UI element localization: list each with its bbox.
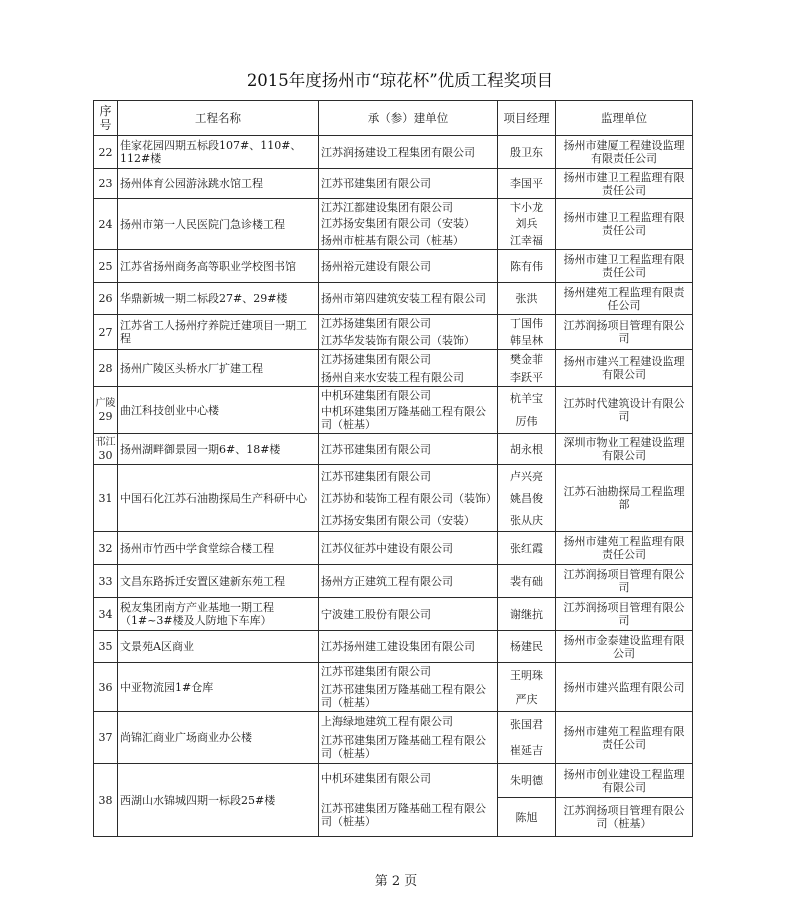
serial-number-cell (94, 598, 118, 631)
project-name-cell (118, 199, 319, 250)
manager-cell (498, 532, 556, 565)
manager-name: 李跃平 (510, 370, 543, 384)
manager-name: 胡永根 (510, 442, 543, 456)
manager-name-list (498, 169, 555, 198)
serial-number: 29 (98, 409, 113, 423)
builder-name-list (319, 565, 497, 597)
supervisor-name-list (556, 169, 692, 198)
supervisor-name-list (556, 598, 692, 630)
supervisor-name: 扬州市建卫工程监理有限责任公司 (563, 211, 685, 237)
manager-name: 谢继抗 (510, 607, 543, 621)
builder-name-list (319, 712, 497, 763)
table-header-row (94, 101, 693, 136)
serial-number: 34 (98, 607, 113, 621)
manager-cell (498, 465, 556, 532)
builder-cell (319, 350, 498, 387)
table-row (94, 350, 693, 387)
serial-number: 37 (98, 731, 113, 744)
builder-name-list (319, 631, 497, 662)
header-project-manager: 项目经理 (498, 101, 556, 136)
supervisor-cell (556, 250, 693, 283)
builder-name-list (319, 315, 497, 349)
project-name-cell (118, 565, 319, 598)
builder-name: 扬州方正建筑工程有限公司 (321, 574, 453, 588)
manager-name-list (498, 283, 555, 314)
manager-cell (498, 663, 556, 712)
manager-cell (498, 387, 556, 434)
manager-name: 李国平 (510, 177, 543, 190)
project-name: 尚锦汇商业广场商业办公楼 (120, 731, 252, 744)
builder-cell (319, 387, 498, 434)
header-builder: 承（参）建单位 (319, 101, 498, 136)
supervisor-cell (556, 598, 693, 631)
serial-number: 35 (98, 640, 113, 653)
supervisor-name-list (556, 565, 692, 597)
manager-name-list (498, 631, 555, 662)
manager-name: 严庆 (515, 692, 538, 706)
supervisor-name-list (556, 465, 692, 531)
builder-cell (319, 465, 498, 532)
supervisor-name-list (556, 434, 692, 464)
builder-cell (319, 631, 498, 663)
project-name: 西湖山水锦城四期一标段25#楼 (120, 793, 276, 807)
district-label: 广陵 (95, 397, 116, 409)
serial-number-cell (94, 169, 118, 199)
supervisor-name: 江苏石油勘探局工程监理部 (563, 485, 685, 511)
serial-number-cell (94, 465, 118, 532)
table-row (94, 565, 693, 598)
builder-name: 江苏仪征苏中建设有限公司 (321, 541, 453, 555)
project-name-cell (118, 465, 319, 532)
builder-name: 中机环建集团有限公司 (321, 388, 431, 402)
builder-name-list (319, 434, 497, 464)
project-name-cell (118, 631, 319, 663)
supervisor-name: 扬州市建兴监理有限公司 (563, 680, 685, 694)
serial-number: 26 (98, 292, 113, 305)
project-name-cell (118, 350, 319, 387)
supervisor-cell (556, 315, 693, 350)
table-row (94, 598, 693, 631)
supervisor-cell (556, 136, 693, 169)
manager-name: 樊金菲 (510, 352, 543, 366)
project-name-cell (118, 315, 319, 350)
supervisor-cell (556, 631, 693, 663)
serial-number-cell (94, 199, 118, 250)
supervisor-name-list (556, 764, 692, 836)
supervisor-cell (556, 565, 693, 598)
table-row (94, 169, 693, 199)
supervisor-name: 扬州市建苑工程监理有限责任公司 (563, 724, 685, 751)
supervisor-name: 扬州市创业建设工程监理有限公司 (563, 767, 685, 794)
builder-name: 江苏扬州建工建设集团有限公司 (321, 640, 475, 653)
serial-number-cell (94, 283, 118, 315)
manager-cell (498, 136, 556, 169)
manager-name: 王明珠 (510, 668, 543, 682)
manager-name-list (498, 712, 555, 763)
page-number: 第 2 页 (374, 874, 418, 889)
manager-name: 张洪 (515, 292, 538, 305)
builder-cell (319, 565, 498, 598)
project-name: 扬州市第一人民医院门急诊楼工程 (120, 217, 285, 231)
builder-cell (319, 283, 498, 315)
supervisor-name: 江苏润扬项目管理有限公司 (563, 319, 685, 345)
builder-cell (319, 712, 498, 764)
table-row (94, 712, 693, 764)
supervisor-cell (556, 465, 693, 532)
project-name-cell (118, 532, 319, 565)
builder-name: 江苏邗建集团有限公司 (321, 177, 431, 190)
builder-name: 江苏扬安集团有限公司（安装） (321, 217, 475, 231)
manager-name-list (498, 387, 555, 433)
supervisor-name-list (556, 315, 692, 349)
builder-name: 江苏华发装饰有限公司（装饰） (321, 334, 475, 347)
builder-name: 扬州自来水安装工程有限公司 (321, 370, 464, 384)
table-row (94, 283, 693, 315)
manager-name: 杨建民 (510, 640, 543, 653)
manager-name-list (498, 136, 555, 168)
award-projects-table (93, 100, 693, 837)
builder-name: 扬州裕元建设有限公司 (321, 259, 431, 273)
manager-name: 刘兵 (515, 217, 538, 231)
supervisor-name: 扬州市建苑工程监理有限责任公司 (563, 535, 685, 561)
project-name: 佳家花园四期五标段107#、110#、112#楼 (120, 139, 302, 165)
supervisor-name: 深圳市物业工程建设监理有限公司 (563, 436, 685, 462)
table-row (94, 199, 693, 250)
project-name-cell (118, 764, 319, 837)
serial-number: 27 (98, 325, 113, 339)
table-row (94, 387, 693, 434)
serial-number: 28 (98, 361, 113, 375)
builder-name: 扬州市桩基有限公司（桩基） (321, 234, 464, 248)
builder-cell (319, 764, 498, 837)
builder-name-list (319, 199, 497, 249)
manager-name: 朱明德 (510, 774, 543, 787)
builder-cell (319, 199, 498, 250)
manager-name-list (498, 465, 555, 531)
supervisor-name: 扬州市建厦工程建设监理有限责任公司 (563, 139, 685, 165)
serial-number-cell (94, 631, 118, 663)
supervisor-cell (556, 350, 693, 387)
project-name-cell (118, 250, 319, 283)
builder-name-list (319, 663, 497, 711)
builder-name-list (319, 532, 497, 564)
manager-name: 江幸福 (510, 234, 543, 248)
serial-number: 25 (98, 259, 113, 273)
builder-cell (319, 315, 498, 350)
project-name-cell (118, 169, 319, 199)
manager-name-list (498, 350, 555, 386)
supervisor-cell (556, 663, 693, 712)
builder-name-list (319, 283, 497, 314)
builder-name: 江苏润扬建设工程集团有限公司 (321, 145, 475, 159)
serial-number: 24 (98, 217, 113, 231)
table-row (94, 250, 693, 283)
project-name: 江苏省扬州商务高等职业学校图书馆 (120, 259, 296, 273)
supervisor-name: 扬州市金泰建设监理有限公司 (563, 633, 685, 660)
manager-name: 张红霞 (510, 541, 543, 555)
supervisor-name: 扬州市建卫工程监理有限责任公司 (563, 170, 685, 197)
builder-cell (319, 136, 498, 169)
project-name: 中亚物流园1#仓库 (120, 680, 214, 694)
table-body (94, 136, 693, 837)
manager-cell (498, 434, 556, 465)
builder-name-list (319, 250, 497, 282)
manager-name: 卢兴亮 (510, 469, 543, 483)
project-name-cell (118, 283, 319, 315)
builder-name: 江苏扬安集团有限公司（安装） (321, 513, 475, 527)
builder-name-list (319, 136, 497, 168)
supervisor-name-list (556, 663, 692, 711)
supervisor-name-list (556, 532, 692, 564)
project-name: 华鼎新城一期二标段27#、29#楼 (120, 292, 288, 305)
project-name: 扬州湖畔御景园一期6#、18#楼 (120, 442, 281, 456)
serial-number-cell (94, 387, 118, 434)
header-serial-number: 序号 (94, 101, 118, 136)
manager-name-list (498, 764, 555, 836)
project-name-cell (118, 712, 319, 764)
manager-cell (498, 283, 556, 315)
serial-number-cell (94, 764, 118, 837)
table-row (94, 532, 693, 565)
table-row (94, 764, 693, 837)
table-row (94, 434, 693, 465)
project-name-cell (118, 387, 319, 434)
serial-number: 38 (98, 793, 113, 807)
builder-name: 江苏邗建集团万隆基础工程有限公司（桩基） (321, 734, 486, 760)
manager-name-list (498, 250, 555, 282)
supervisor-name-list (556, 712, 692, 763)
supervisor-name-list (556, 250, 692, 282)
manager-name: 陈旭 (498, 797, 555, 836)
supervisor-cell (556, 199, 693, 250)
supervisor-cell (556, 434, 693, 465)
manager-cell (498, 764, 556, 837)
builder-name: 中机环建集团万隆基础工程有限公司（桩基） (321, 405, 486, 432)
manager-name-list (498, 434, 555, 464)
table-header (94, 101, 693, 136)
serial-number: 22 (98, 145, 113, 159)
project-name: 扬州市竹西中学食堂综合楼工程 (120, 541, 274, 555)
project-name: 中国石化江苏石油勘探局生产科研中心 (120, 491, 307, 505)
manager-name: 张从庆 (510, 513, 543, 527)
manager-cell (498, 169, 556, 199)
manager-name: 韩呈林 (510, 334, 543, 347)
builder-cell (319, 434, 498, 465)
manager-name: 杭羊宝 (510, 392, 543, 405)
supervisor-name: 江苏润扬项目管理有限公司 (563, 568, 685, 594)
manager-name-list (498, 532, 555, 564)
supervisor-name: 扬州建苑工程监理有限责任公司 (563, 285, 685, 312)
builder-cell (319, 250, 498, 283)
manager-cell (498, 250, 556, 283)
builder-name-list (319, 387, 497, 433)
supervisor-cell (556, 283, 693, 315)
district-label: 邗江 (95, 436, 116, 448)
project-name: 曲江科技创业中心楼 (120, 403, 219, 417)
builder-name: 上海绿地建筑工程有限公司 (321, 715, 453, 728)
builder-name: 江苏邗建集团万隆基础工程有限公司（桩基） (321, 682, 486, 709)
supervisor-name: 江苏润扬项目管理有限公司 (563, 601, 685, 627)
table-row (94, 136, 693, 169)
table-row (94, 465, 693, 532)
builder-name: 江苏扬建集团有限公司 (321, 317, 431, 330)
manager-name-list (498, 199, 555, 249)
header-supervisor: 监理单位 (556, 101, 693, 136)
supervisor-name-list (556, 631, 692, 662)
builder-name-list (319, 350, 497, 386)
builder-cell (319, 169, 498, 199)
manager-name: 裴有础 (510, 574, 543, 588)
manager-name: 厉伟 (515, 415, 538, 428)
builder-name-list (319, 169, 497, 198)
project-name-cell (118, 136, 319, 169)
serial-number-cell (94, 315, 118, 350)
project-name: 文景苑A区商业 (120, 640, 194, 653)
builder-name-list (319, 465, 497, 531)
supervisor-name-list (556, 199, 692, 249)
page-title: 2015年度扬州市“琼花杯”优质工程奖项目 (246, 71, 554, 90)
builder-name: 宁波建工股份有限公司 (321, 607, 431, 621)
serial-number: 32 (98, 541, 113, 555)
serial-number: 36 (98, 680, 113, 694)
builder-name: 江苏邗建集团有限公司 (321, 469, 431, 483)
manager-name-list (498, 663, 555, 711)
manager-name: 崔延吉 (510, 743, 543, 757)
supervisor-cell (556, 387, 693, 434)
header-project-name: 工程名称 (118, 101, 319, 136)
manager-cell (498, 712, 556, 764)
manager-name: 姚昌俊 (510, 491, 543, 505)
project-name: 文昌东路拆迁安置区建新东苑工程 (120, 574, 285, 588)
manager-name: 卞小龙 (510, 200, 543, 214)
project-name: 扬州广陵区头桥水厂扩建工程 (120, 361, 263, 375)
builder-name: 中机环建集团有限公司 (321, 772, 431, 786)
manager-name: 殷卫东 (510, 145, 543, 159)
builder-name: 江苏邗建集团有限公司 (321, 442, 431, 456)
serial-number-cell (94, 532, 118, 565)
serial-number: 30 (98, 448, 113, 462)
serial-number-cell (94, 350, 118, 387)
supervisor-name: 江苏润扬项目管理有限公司（桩基） (556, 797, 692, 836)
supervisor-cell (556, 169, 693, 199)
builder-cell (319, 663, 498, 712)
serial-number-cell (94, 434, 118, 465)
builder-name-list (319, 764, 497, 836)
supervisor-name-list (556, 136, 692, 168)
manager-name: 丁国伟 (510, 317, 543, 330)
supervisor-name: 江苏时代建筑设计有限公司 (563, 397, 685, 423)
supervisor-cell (556, 712, 693, 764)
project-name: 江苏省工人扬州疗养院迁建项目一期工程 (120, 319, 307, 345)
builder-name: 江苏邗建集团有限公司 (321, 665, 431, 679)
builder-name: 江苏扬建集团有限公司 (321, 352, 431, 366)
table-row (94, 315, 693, 350)
serial-number-cell (94, 712, 118, 764)
supervisor-cell (556, 532, 693, 565)
builder-name: 江苏协和装饰工程有限公司（装饰） (321, 491, 497, 505)
builder-name: 江苏邗建集团万隆基础工程有限公司（桩基） (321, 801, 486, 828)
builder-cell (319, 532, 498, 565)
project-name: 扬州体育公园游泳跳水馆工程 (120, 177, 263, 190)
supervisor-name-list (556, 387, 692, 433)
project-name-cell (118, 663, 319, 712)
table-row (94, 631, 693, 663)
manager-name: 陈有伟 (510, 259, 543, 273)
supervisor-name: 扬州市建卫工程监理有限责任公司 (563, 253, 685, 279)
manager-name-list (498, 315, 555, 349)
builder-cell (319, 598, 498, 631)
serial-number-cell (94, 136, 118, 169)
manager-name-list (498, 565, 555, 597)
project-name-cell (118, 598, 319, 631)
serial-number-cell (94, 565, 118, 598)
project-name-cell (118, 434, 319, 465)
supervisor-name-list (556, 283, 692, 314)
builder-name-list (319, 598, 497, 630)
manager-cell (498, 598, 556, 631)
serial-number-cell (94, 663, 118, 712)
supervisor-cell (556, 764, 693, 837)
manager-name-list (498, 598, 555, 630)
manager-cell (498, 350, 556, 387)
serial-number: 31 (98, 491, 113, 505)
manager-cell (498, 315, 556, 350)
project-name: 税友集团南方产业基地一期工程（1#~3#楼及人防地下车库） (120, 601, 274, 627)
manager-cell (498, 199, 556, 250)
serial-number-cell (94, 250, 118, 283)
manager-cell (498, 631, 556, 663)
table-row (94, 663, 693, 712)
supervisor-name-list (556, 350, 692, 386)
manager-name: 张国君 (510, 718, 543, 732)
builder-name: 扬州市第四建筑安装工程有限公司 (321, 292, 486, 305)
supervisor-name: 扬州市建兴工程建设监理有限公司 (563, 355, 685, 381)
serial-number: 33 (98, 574, 113, 588)
manager-cell (498, 565, 556, 598)
serial-number: 23 (98, 177, 113, 190)
builder-name: 江苏江都建设集团有限公司 (321, 200, 453, 214)
